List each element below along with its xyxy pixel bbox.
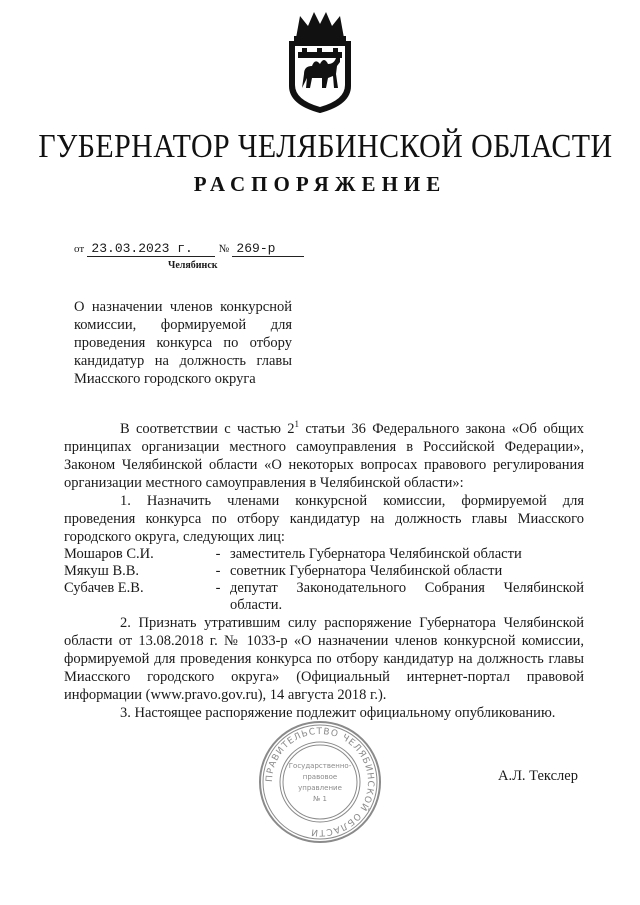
- date-prefix: от: [74, 243, 85, 255]
- member-role: заместитель Губернатора Челябинской области: [230, 546, 522, 562]
- stamp-center-line: управление: [298, 784, 342, 792]
- document-type: РАСПОРЯЖЕНИЕ: [193, 172, 447, 196]
- date-number-line: [74, 240, 304, 257]
- member-dash: -: [215, 546, 221, 562]
- stamp-center-line: Государственно-: [288, 762, 352, 770]
- member-role: депутат Законодательного Собрания Челябинской области.: [230, 580, 584, 613]
- member-dash: -: [215, 580, 221, 596]
- member-role: советник Губернатора Челябинской области: [230, 563, 503, 579]
- member-name: Субачев Е.В.: [64, 580, 144, 596]
- document-date: 23.03.2023 г.: [87, 242, 215, 257]
- members-list: [64, 546, 584, 614]
- document-number: 269-р: [232, 242, 304, 257]
- stamp-ring-text: ПРАВИТЕЛЬСТВО ЧЕЛЯБИНСКОЙ ОБЛАСТИ: [264, 726, 376, 838]
- member-dash: -: [215, 563, 221, 579]
- member-name: Мякуш В.В.: [64, 563, 140, 579]
- point-3: 3. Настоящее распоряжение подлежит официальному опубликованию.: [120, 705, 556, 721]
- point-2: 2. Признать утратившим силу распоряжение Губернатора Челябинской области от 13.08.2018 г. № 1033-р «О назначении членов конкурсной комиссии, формируемой для проведения конкурса по отбору кандидатур на должность главы Миасского городского округа» (Официальный интернет-портал правовой информации (www.pravo.gov.ru), 14 августа 2018 г.).: [64, 615, 584, 703]
- svg-text:ПРАВИТЕЛЬСТВО ЧЕЛЯБИНСКОЙ ОБЛА: [265, 727, 375, 837]
- coat-of-arms-emblem: [282, 8, 358, 116]
- city: Челябинск: [168, 260, 218, 271]
- official-stamp: [258, 720, 382, 844]
- stamp-center-line: правовое: [302, 773, 338, 781]
- document-subject: О назначении членов конкурсной комиссии, формируемой для проведения конкурса по отбору кандидатур на должность главы Миасского городского округа: [74, 299, 292, 387]
- preamble-paragraph: В соответствии с частью $2^1$ статьи 36 Федерального закона «Об общих принципах организации местного самоуправления в Российской Федерации», Законом Челябинской области «О некоторых вопросах правового регулирования организации местного самоуправления в Челябинской области»:: [64, 419, 584, 491]
- stamp-center-line: № 1: [313, 795, 327, 803]
- signatory-name: А.Л. Текслер: [498, 768, 578, 784]
- number-prefix: №: [218, 243, 230, 255]
- point-1: 1. Назначить членами конкурсной комиссии, формируемой для проведения конкурса по отбору кандидатур на должность главы Миасского городского округа, следующих лиц:: [64, 493, 584, 545]
- member-name: Мошаров С.И.: [64, 546, 154, 562]
- document-body: [64, 420, 584, 722]
- superscript: 1: [294, 419, 300, 430]
- issuer-title: ГУБЕРНАТОР ЧЕЛЯБИНСКОЙ ОБЛАСТИ: [38, 128, 613, 165]
